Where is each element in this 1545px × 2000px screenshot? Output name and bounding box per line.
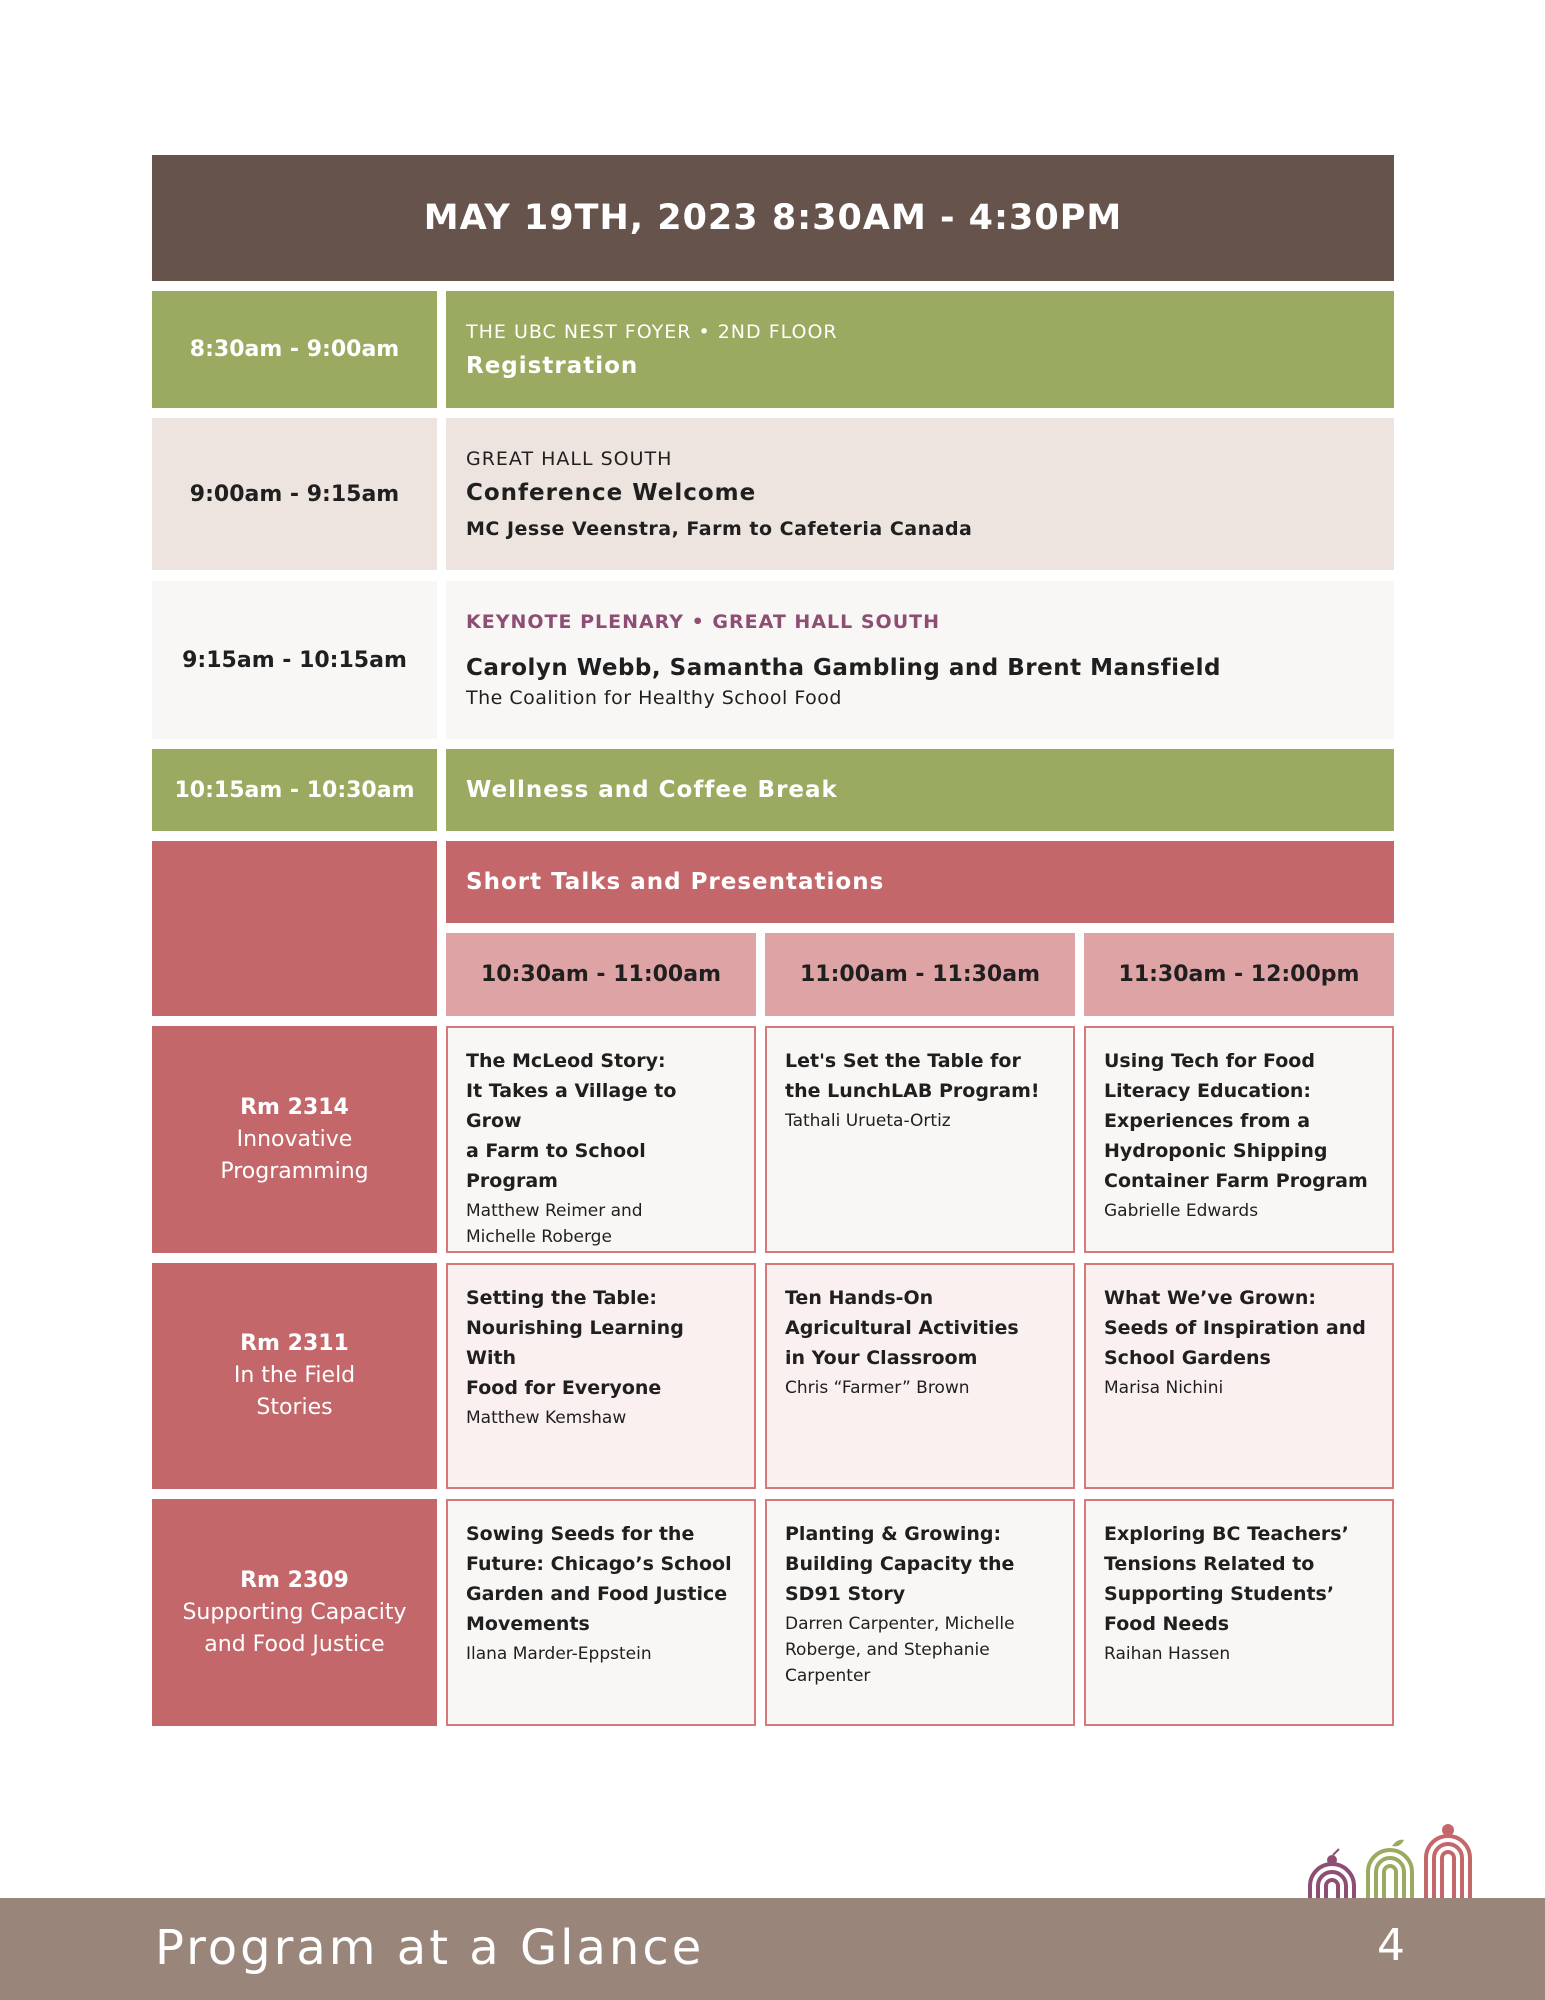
talk-speakers: Marisa Nichini (1104, 1378, 1224, 1398)
room-number: Rm 2314 (240, 1094, 349, 1120)
short-talks-header (446, 841, 1394, 923)
break-time (152, 749, 437, 831)
room-number: Rm 2311 (240, 1331, 349, 1356)
talk-speakers: Tathali Urueta-Ortiz (785, 1111, 951, 1131)
talk-title: Ten Hands-On Agricultural Activities in Your Classroom (785, 1287, 1019, 1369)
talk-card (1084, 1026, 1394, 1253)
talk-speakers: Chris “Farmer” Brown (785, 1378, 970, 1398)
session-title: Conference Welcome (466, 480, 757, 506)
room-number: Rm 2309 (240, 1567, 349, 1593)
room-theme: and Food Justice (204, 1631, 385, 1657)
room-theme: Programming (220, 1158, 369, 1184)
session-location: THE UBC NEST FOYER • 2ND FLOOR (466, 320, 838, 343)
welcome-time (152, 418, 437, 570)
time-label: 9:00am - 9:15am (189, 481, 400, 507)
talk-speakers: Matthew Kemshaw (466, 1408, 627, 1428)
slot-header (765, 933, 1075, 1016)
talk-card (446, 1026, 756, 1253)
talk-speakers: Ilana Marder-Eppstein (466, 1644, 652, 1664)
talk-title: Planting & Growing: Building Capacity the SD91 Story (785, 1523, 1015, 1605)
talk-card (765, 1263, 1075, 1489)
registration-session (446, 291, 1394, 408)
room-label (152, 1026, 437, 1253)
time-label: 10:15am - 10:30am (174, 777, 415, 803)
talk-card (1084, 1499, 1394, 1726)
talk-title: What We’ve Grown: Seeds of Inspiration and School Gardens (1104, 1287, 1366, 1369)
room-theme: In the Field (233, 1363, 356, 1388)
slot-label: 11:00am - 11:30am (799, 962, 1041, 987)
page-header (152, 155, 1394, 281)
talk-title: Using Tech for Food Literacy Education: Experiences from a Hydroponic Shipping Container Farm Program (1104, 1050, 1368, 1192)
slot-header (1084, 933, 1394, 1016)
slot-header (446, 933, 756, 1016)
keynote-session (446, 581, 1394, 739)
talk-speakers: Darren Carpenter, Michelle Roberge, and Stephanie Carpenter (785, 1614, 1015, 1686)
talk-speakers: Gabrielle Edwards (1104, 1201, 1259, 1221)
welcome-session (446, 418, 1394, 570)
session-subtitle: MC Jesse Veenstra, Farm to Cafeteria Canada (466, 518, 973, 540)
talk-title: The McLeod Story: It Takes a Village to Grow a Farm to School Program (466, 1050, 677, 1192)
slot-label: 11:30am - 12:00pm (1118, 962, 1360, 987)
page-footer (0, 1898, 1545, 2000)
registration-time (152, 291, 437, 408)
time-label: 9:15am - 10:15am (182, 647, 407, 673)
talk-card (765, 1026, 1075, 1253)
keynote-location: KEYNOTE PLENARY • GREAT HALL SOUTH (466, 611, 940, 633)
room-theme: Stories (256, 1395, 333, 1420)
keynote-title: Carolyn Webb, Samantha Gambling and Brent Mansfield (466, 655, 1221, 681)
talk-title: Let's Set the Table for the LunchLAB Program! (785, 1050, 1040, 1102)
slot-label: 10:30am - 11:00am (480, 962, 722, 987)
footer-title: Program at a Glance (155, 1920, 705, 1976)
talk-title: Setting the Table: Nourishing Learning With Food for Everyone (466, 1287, 684, 1399)
short-talks-title: Short Talks and Presentations (466, 869, 885, 895)
talk-speakers: Raihan Hassen (1104, 1644, 1231, 1664)
session-location: GREAT HALL SOUTH (466, 448, 673, 470)
break-session (446, 749, 1394, 831)
time-label: 8:30am - 9:00am (189, 337, 400, 362)
keynote-subtitle: The Coalition for Healthy School Food (466, 687, 842, 709)
arch-fruit-logo-icon (1300, 1820, 1480, 1898)
talk-speakers: Matthew Reimer and Michelle Roberge (466, 1201, 643, 1247)
talk-card (446, 1499, 756, 1726)
break-title: Wellness and Coffee Break (466, 777, 838, 803)
talk-title: Exploring BC Teachers’ Tensions Related to Supporting Students’ Food Needs (1104, 1523, 1349, 1635)
room-label (152, 1499, 437, 1726)
page-number: 4 (1377, 1920, 1405, 1971)
keynote-time (152, 581, 437, 739)
talk-title: Sowing Seeds for the Future: Chicago’s School Garden and Food Justice Movements (466, 1523, 732, 1635)
talk-card (1084, 1263, 1394, 1489)
session-title: Registration (466, 352, 639, 379)
talk-card (765, 1499, 1075, 1726)
room-theme: Innovative (236, 1126, 353, 1152)
short-talks-side-block (152, 841, 437, 1016)
room-label (152, 1263, 437, 1489)
room-theme: Supporting Capacity (182, 1599, 407, 1625)
date-title: MAY 19TH, 2023 8:30AM - 4:30PM (423, 198, 1123, 238)
talk-card (446, 1263, 756, 1489)
